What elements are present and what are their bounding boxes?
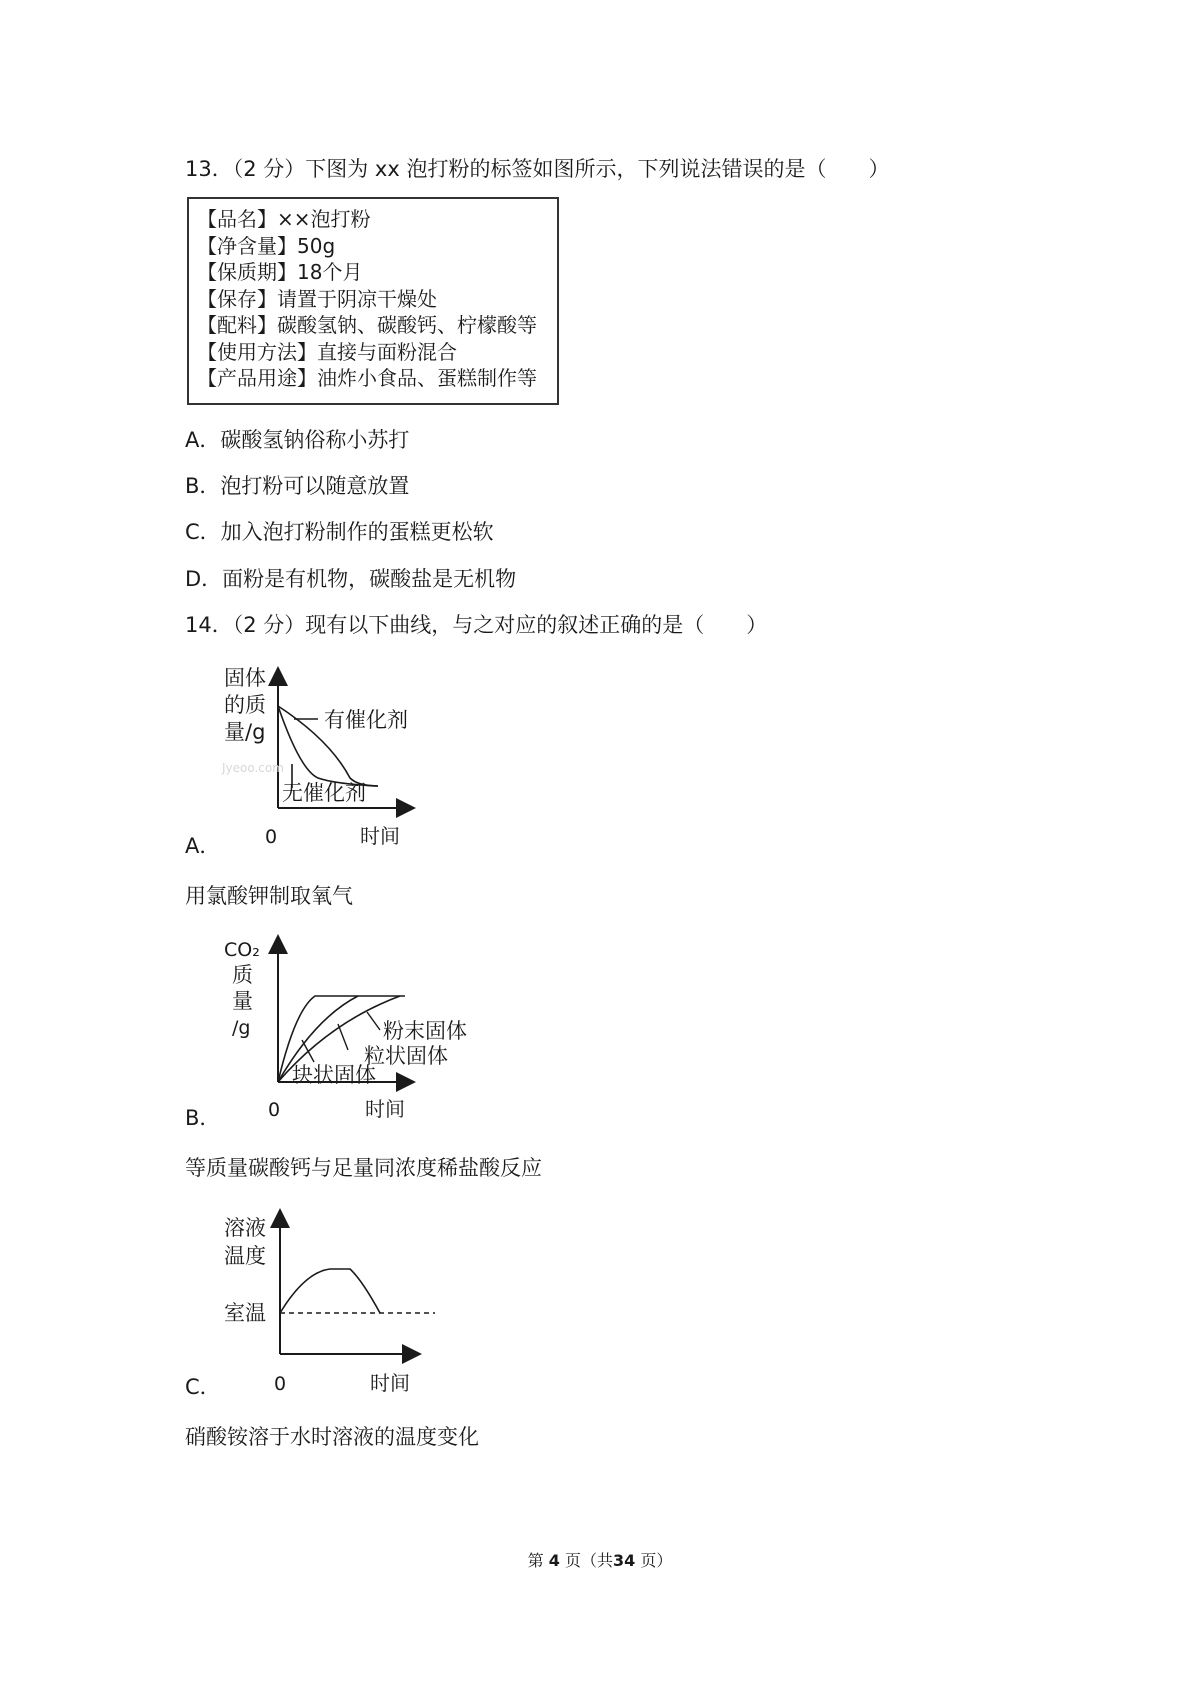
y-axis-label: CO₂ xyxy=(224,939,260,961)
label-line: 【保质期】18个月 xyxy=(197,260,363,284)
y-axis-label: 固体 xyxy=(224,666,266,690)
label-line: 【配料】碳酸氢钠、碳酸钙、柠檬酸等 xyxy=(197,313,537,337)
x-axis-label: 时间 xyxy=(360,824,400,848)
footer-suffix: 页） xyxy=(640,1551,673,1570)
origin-label: 0 xyxy=(274,1373,287,1395)
origin-label: 0 xyxy=(265,826,278,848)
label-line: 【净含量】50g xyxy=(197,233,336,258)
label-line: 【产品用途】油炸小食品、蛋糕制作等 xyxy=(197,366,537,390)
q13-option-b: B．泡打粉可以随意放置 xyxy=(185,474,410,498)
y-axis-label: 质 xyxy=(232,963,253,987)
footer-middle: 页（共 xyxy=(564,1551,613,1570)
label-line: 【品名】××泡打粉 xyxy=(197,207,371,231)
y-axis-label: 量 xyxy=(232,989,253,1013)
q14-option-b-letter: B． xyxy=(185,1106,221,1130)
q14-option-a-caption: 用氯酸钾制取氧气 xyxy=(185,884,353,908)
curve-label-no-catalyst: 无催化剂 xyxy=(282,781,366,805)
q13-stem: 13．（2 分）下图为 xx 泡打粉的标签如图所示，下列说法错误的是（ ） xyxy=(185,157,890,181)
x-axis-label: 时间 xyxy=(365,1097,405,1121)
q14-option-c-caption: 硝酸铵溶于水时溶液的温度变化 xyxy=(185,1425,479,1449)
curve-label-catalyst: 有催化剂 xyxy=(324,708,408,732)
q13-option-a: A．碳酸氢钠俗称小苏打 xyxy=(185,428,410,452)
origin-label: 0 xyxy=(268,1099,281,1121)
y-axis-label: 溶液 xyxy=(224,1216,266,1240)
label-line: 【使用方法】直接与面粉混合 xyxy=(197,339,457,364)
q13-option-c: C．加入泡打粉制作的蛋糕更松软 xyxy=(185,520,494,544)
y-axis-label: /g xyxy=(232,1017,251,1039)
q14-stem: 14．（2 分）现有以下曲线，与之对应的叙述正确的是（ ） xyxy=(185,613,768,637)
page-footer xyxy=(0,1550,1200,1572)
footer-prefix: 第 xyxy=(527,1551,544,1570)
temperature-curve xyxy=(280,1269,380,1313)
q14-option-b-caption: 等质量碳酸钙与足量同浓度稀盐酸反应 xyxy=(185,1156,542,1180)
q14-option-c-letter: C． xyxy=(185,1375,221,1399)
watermark: Jyeoo.com xyxy=(222,761,284,775)
curve-label-powder: 粉末固体 xyxy=(383,1019,467,1043)
label-line: 【保存】请置于阴凉干燥处 xyxy=(197,286,437,311)
reference-label: 室温 xyxy=(224,1301,266,1325)
curve-label-block: 块状固体 xyxy=(292,1063,376,1087)
footer-total-pages: 34 xyxy=(612,1551,636,1570)
y-axis-label: 的质 xyxy=(224,693,266,717)
x-axis-label: 时间 xyxy=(370,1371,410,1395)
y-axis-label: 量/g xyxy=(224,720,266,744)
q13-option-d: D．面粉是有机物，碳酸盐是无机物 xyxy=(185,567,517,591)
y-axis-label: 温度 xyxy=(224,1244,266,1268)
footer-page-number: 4 xyxy=(548,1551,560,1570)
curve-label-granular: 粒状固体 xyxy=(364,1044,448,1068)
q14-option-a-letter: A． xyxy=(185,834,221,858)
